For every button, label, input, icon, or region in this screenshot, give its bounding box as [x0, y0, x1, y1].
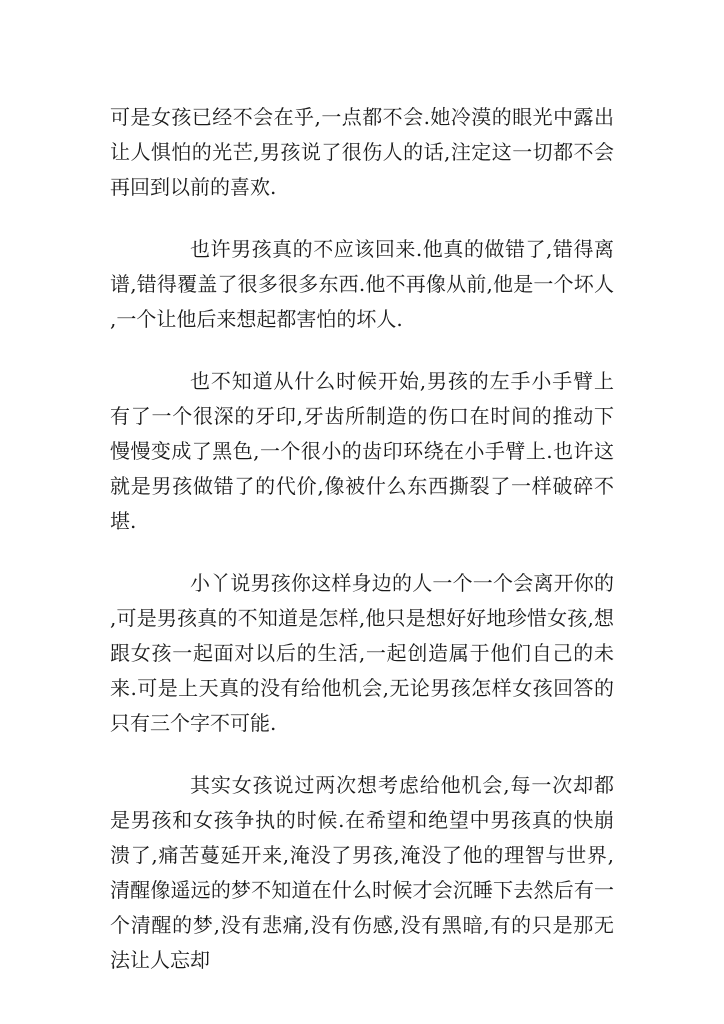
paragraph-5: 其实女孩说过两次想考虑给他机会,每一次却都是男孩和女孩争执的时候.在希望和绝望中男孩真的快崩溃了,痛苦蔓延开来,淹没了男孩,淹没了他的理智与世界,清醒像遥远的梦不知道在什么时候才会沉睡下去然后有一个清醒的梦,没有悲痛,没有伤感,没有黑暗,有的只是那无法让人忘却: [110, 773, 614, 972]
body-text: [110, 100, 614, 1005]
paragraph-3: 也不知道从什么时候开始,男孩的左手小手臂上有了一个很深的牙印,牙齿所制造的伤口在时间的推动下慢慢变成了黑色,一个很小的齿印环绕在小手臂上.也许这就是男孩做错了的代价,像被什么东西撕裂了一样破碎不堪.: [110, 369, 614, 533]
paragraph-2: 也许男孩真的不应该回来.他真的做错了,错得离谱,错得覆盖了很多很多东西.他不再像从前,他是一个坏人,一个让他后来想起都害怕的坏人.: [110, 237, 614, 331]
paragraph-1: 可是女孩已经不会在乎,一点都不会.她冷漠的眼光中露出让人惧怕的光芒,男孩说了很伤人的话,注定这一切都不会再回到以前的喜欢.: [110, 105, 614, 199]
paragraph-4: 小丫说男孩你这样身边的人一个一个会离开你的,可是男孩真的不知道是怎样,他只是想好好地珍惜女孩,想跟女孩一起面对以后的生活,一起创造属于他们自己的未来.可是上天真的没有给他机会,无论男孩怎样女孩回答的只有三个字不可能.: [110, 571, 614, 735]
